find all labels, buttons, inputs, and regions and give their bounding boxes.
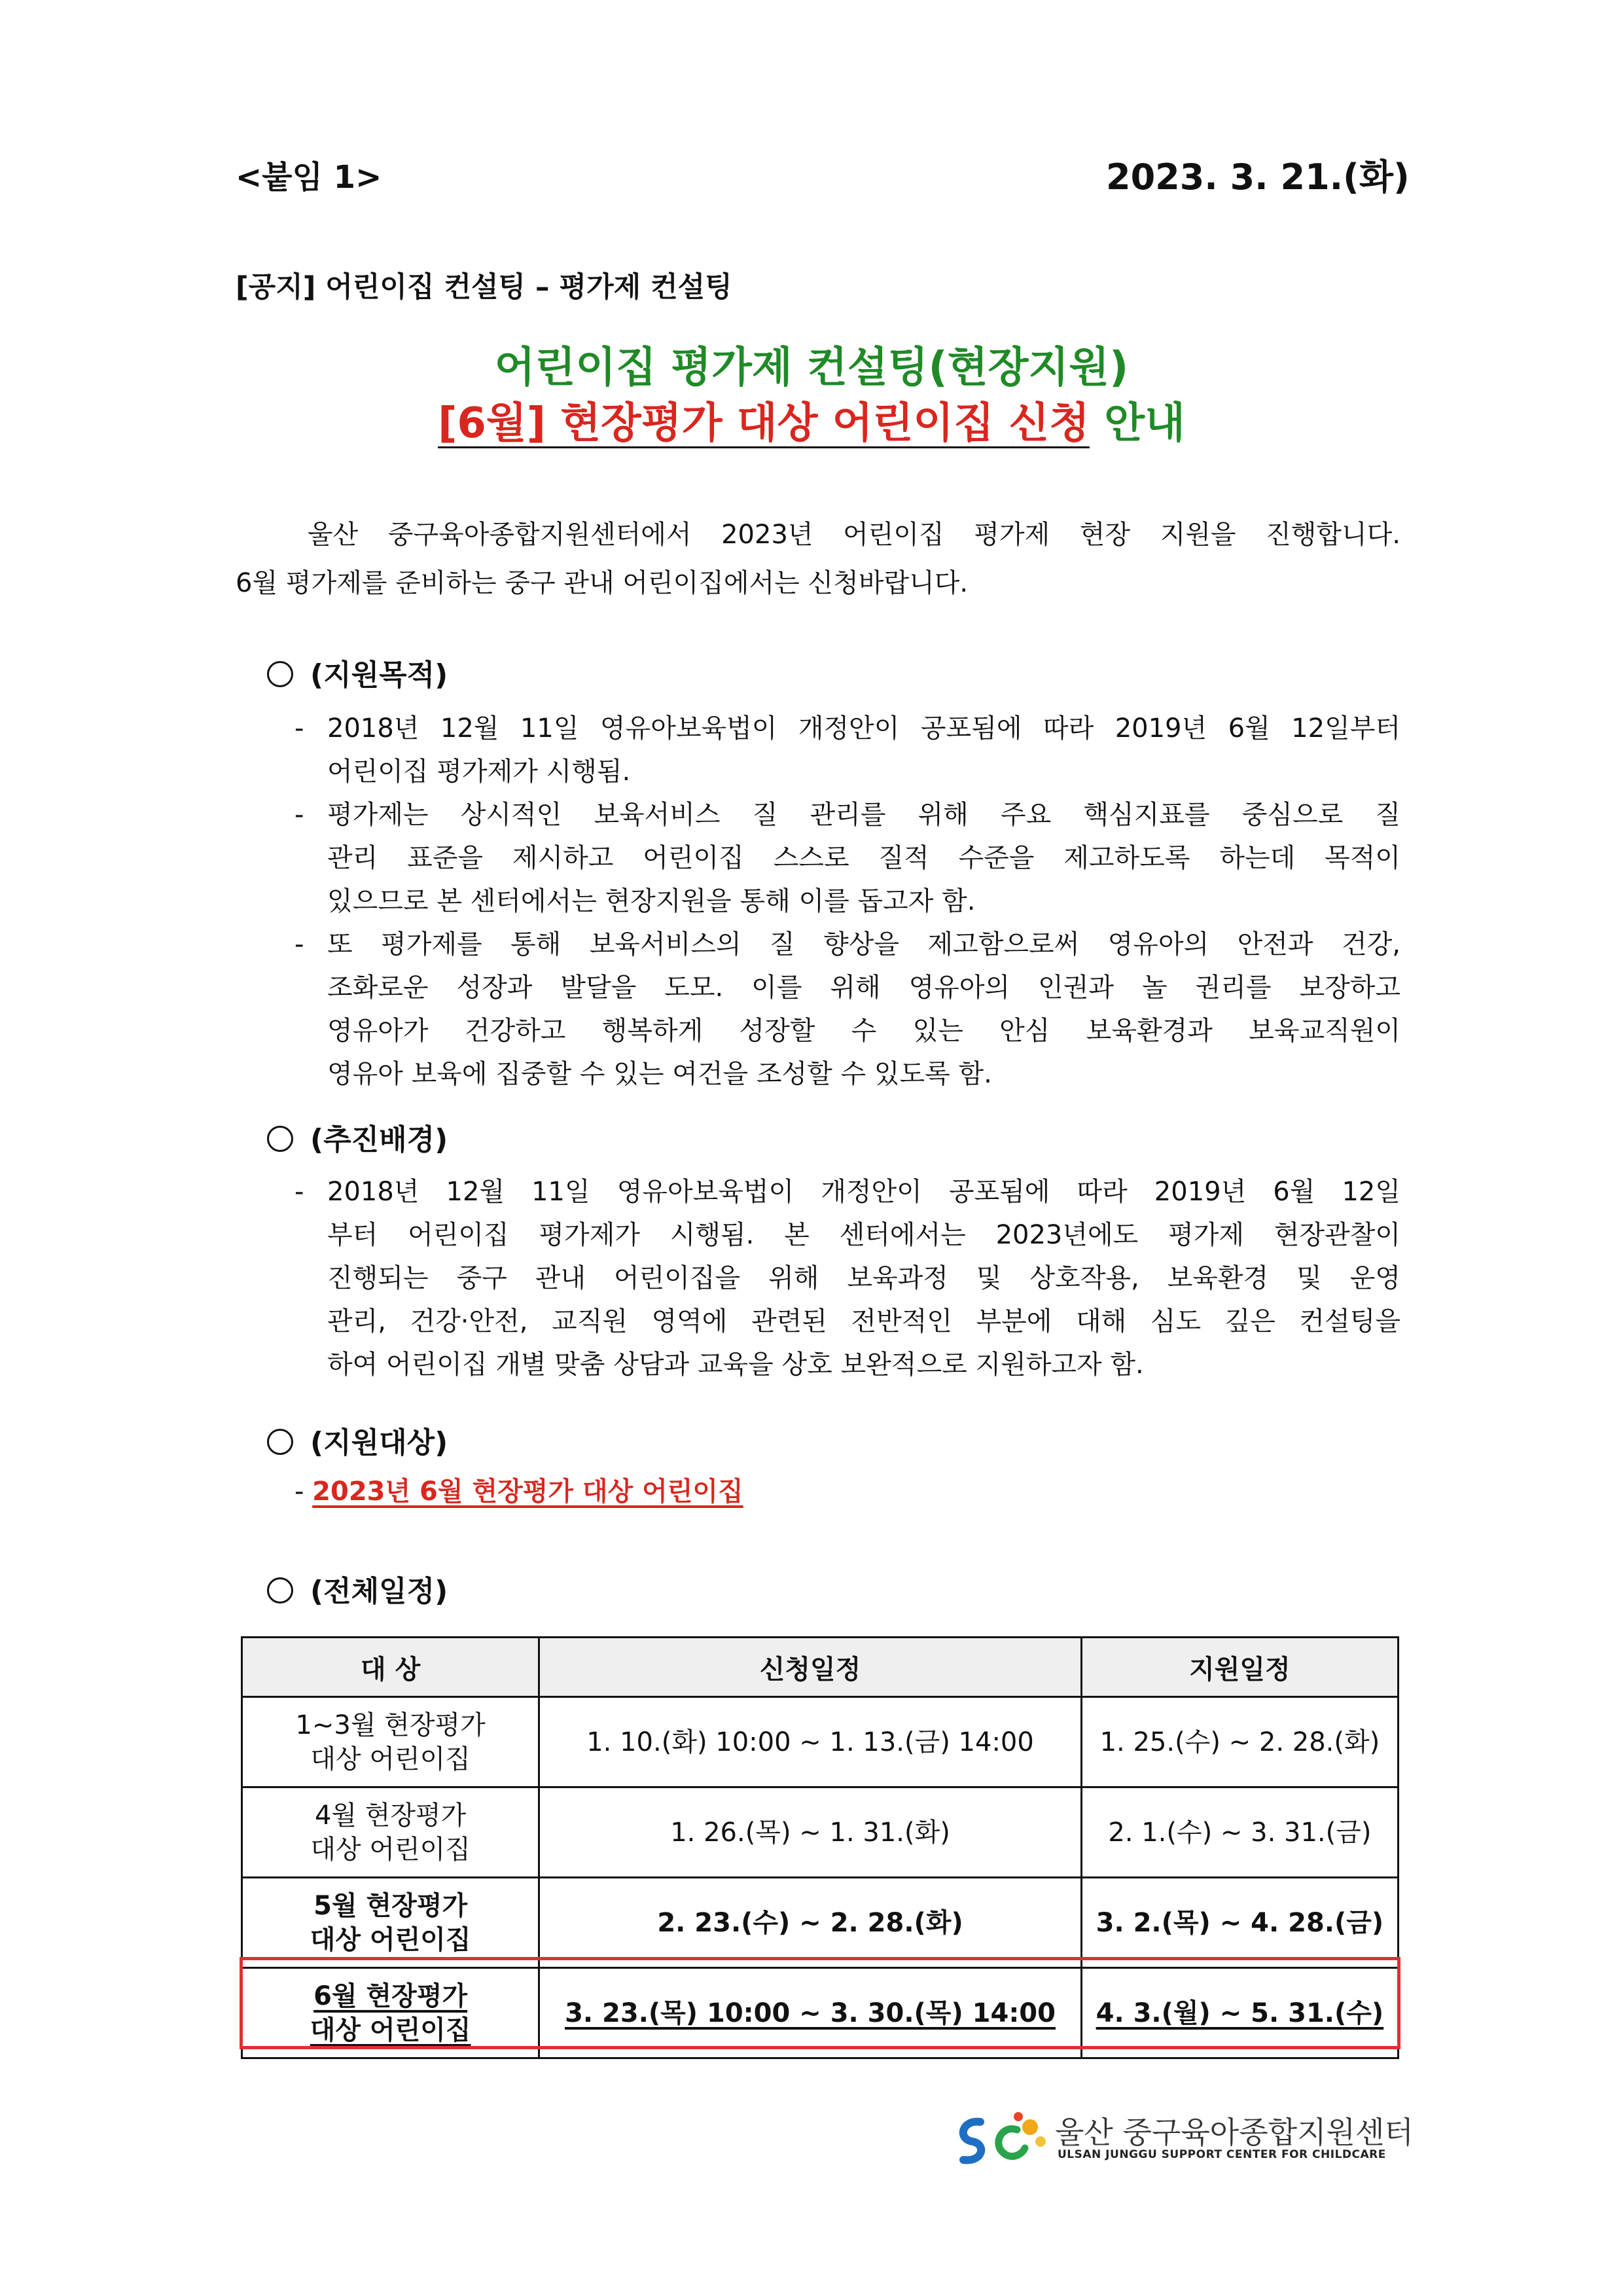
intro-paragraph bbox=[236, 511, 1400, 607]
circle-bullet-icon bbox=[267, 661, 293, 687]
cell-target: 4월 현장평가 대상 어린이집 bbox=[242, 1787, 539, 1878]
intro-line-1: 울산 중구육아종합지원센터에서 2023년 어린이집 평가제 현장 지원을 진행합니다. bbox=[308, 520, 1400, 550]
schedule-table bbox=[241, 1636, 1399, 2059]
background-item-1: - 2018년 12월 11일 영유아보육법이 개정안이 공포됨에 따라 2019년 6월 12일 부터 어린이집 평가제가 시행됨. 본 센터에서는 2023년에도 평가제 현장관찰이 진행되는 중구 관내 어린이집을 위해 보육과정 및 상호작용, 보육환경 및 운영 관리, 건강·안전, 교직원 영역에 관련된 전반적인 부분에 대해 심도 깊은 컨설팅을 하여 어린이집 개별 맞춤 상담과 교육을 상호 보완적으로 지원하고자 함. bbox=[294, 1177, 1400, 1380]
attachment-label: <붙임 1> bbox=[236, 159, 382, 196]
cell-support: 4. 3.(월) ~ 5. 31.(수) bbox=[1081, 1968, 1398, 2058]
table-row bbox=[242, 1787, 1399, 1878]
title-line-1: 어린이집 평가제 컨설팅(현장지원) bbox=[494, 344, 1129, 392]
section-heading-schedule: (전체일정) bbox=[267, 1568, 448, 1609]
table-row bbox=[242, 1878, 1399, 1968]
cell-apply: 1. 26.(목) ~ 1. 31.(화) bbox=[539, 1787, 1082, 1878]
title-highlight: [6월] 현장평가 대상 어린이집 신청 bbox=[438, 399, 1090, 448]
cell-target: 1~3월 현장평가 대상 어린이집 bbox=[242, 1697, 539, 1787]
cell-target: 6월 현장평가 대상 어린이집 bbox=[242, 1968, 539, 2058]
table-header-row bbox=[242, 1638, 1399, 1697]
notice-line: [공지] 어린이집 컨설팅 – 평가제 컨설팅 bbox=[236, 271, 732, 304]
title-line-2 bbox=[0, 389, 1623, 450]
column-header-target: 대 상 bbox=[242, 1638, 539, 1697]
circle-bullet-icon bbox=[267, 1126, 293, 1152]
circle-bullet-icon bbox=[267, 1429, 293, 1455]
purpose-item-1: - 2018년 12월 11일 영유아보육법이 개정안이 공포됨에 따라 2019년 6월 12일부터 어린이집 평가제가 시행됨. bbox=[294, 713, 1400, 787]
section-heading-background: (추진배경) bbox=[267, 1116, 448, 1158]
cell-support: 1. 25.(수) ~ 2. 28.(화) bbox=[1081, 1697, 1398, 1787]
cell-support: 2. 1.(수) ~ 3. 31.(금) bbox=[1081, 1787, 1398, 1878]
table-row bbox=[242, 1697, 1399, 1787]
section-heading-target: (지원대상) bbox=[267, 1419, 448, 1461]
cell-apply: 3. 23.(목) 10:00 ~ 3. 30.(목) 14:00 bbox=[539, 1968, 1082, 2058]
section-heading-purpose: (지원목적) bbox=[267, 651, 448, 693]
center-logo-subtitle: ULSAN JUNGGU SUPPORT CENTER FOR CHILDCARE bbox=[1058, 2148, 1386, 2161]
cell-target: 5월 현장평가 대상 어린이집 bbox=[242, 1878, 539, 1968]
circle-bullet-icon bbox=[267, 1577, 293, 1604]
table-row-highlighted bbox=[242, 1968, 1399, 2058]
target-value: 2023년 6월 현장평가 대상 어린이집 bbox=[312, 1477, 743, 1507]
center-logo-name: 울산 중구육아종합지원센터 bbox=[1055, 2115, 1414, 2150]
column-header-support: 지원일정 bbox=[1081, 1638, 1398, 1697]
intro-line-2: 6월 평가제를 준비하는 중구 관내 어린이집에서는 신청바랍니다. bbox=[236, 568, 969, 598]
center-logo bbox=[949, 2108, 1414, 2173]
purpose-item-2: - 평가제는 상시적인 보육서비스 질 관리를 위해 주요 핵심지표를 중심으로 질 관리 표준을 제시하고 어린이집 스스로 질적 수준을 제고하도록 하는데 목적이 있으므로 본 센터에서는 현장지원을 통해 이를 돕고자 함. bbox=[294, 800, 1400, 916]
column-header-apply: 신청일정 bbox=[539, 1638, 1082, 1697]
title-suffix: 안내 bbox=[1089, 399, 1185, 448]
cell-support: 3. 2.(목) ~ 4. 28.(금) bbox=[1081, 1878, 1398, 1968]
document-date: 2023. 3. 21.(화) bbox=[1106, 156, 1410, 198]
target-item: - 2023년 6월 현장평가 대상 어린이집 bbox=[294, 1477, 743, 1507]
cell-apply: 1. 10.(화) 10:00 ~ 1. 13.(금) 14:00 bbox=[539, 1697, 1082, 1787]
center-logo-icon bbox=[949, 2108, 1054, 2173]
cell-apply: 2. 23.(수) ~ 2. 28.(화) bbox=[539, 1878, 1082, 1968]
purpose-item-3: - 또 평가제를 통해 보육서비스의 질 향상을 제고함으로써 영유아의 안전과 건강, 조화로운 성장과 발달을 도모. 이를 위해 영유아의 인권과 놀 권리를 보장하고 영유아가 건강하고 행복하게 성장할 수 있는 안심 보육환경과 보육교직원이 영유아 보육에 집중할 수 있는 여건을 조성할 수 있도록 함. bbox=[294, 929, 1400, 1089]
